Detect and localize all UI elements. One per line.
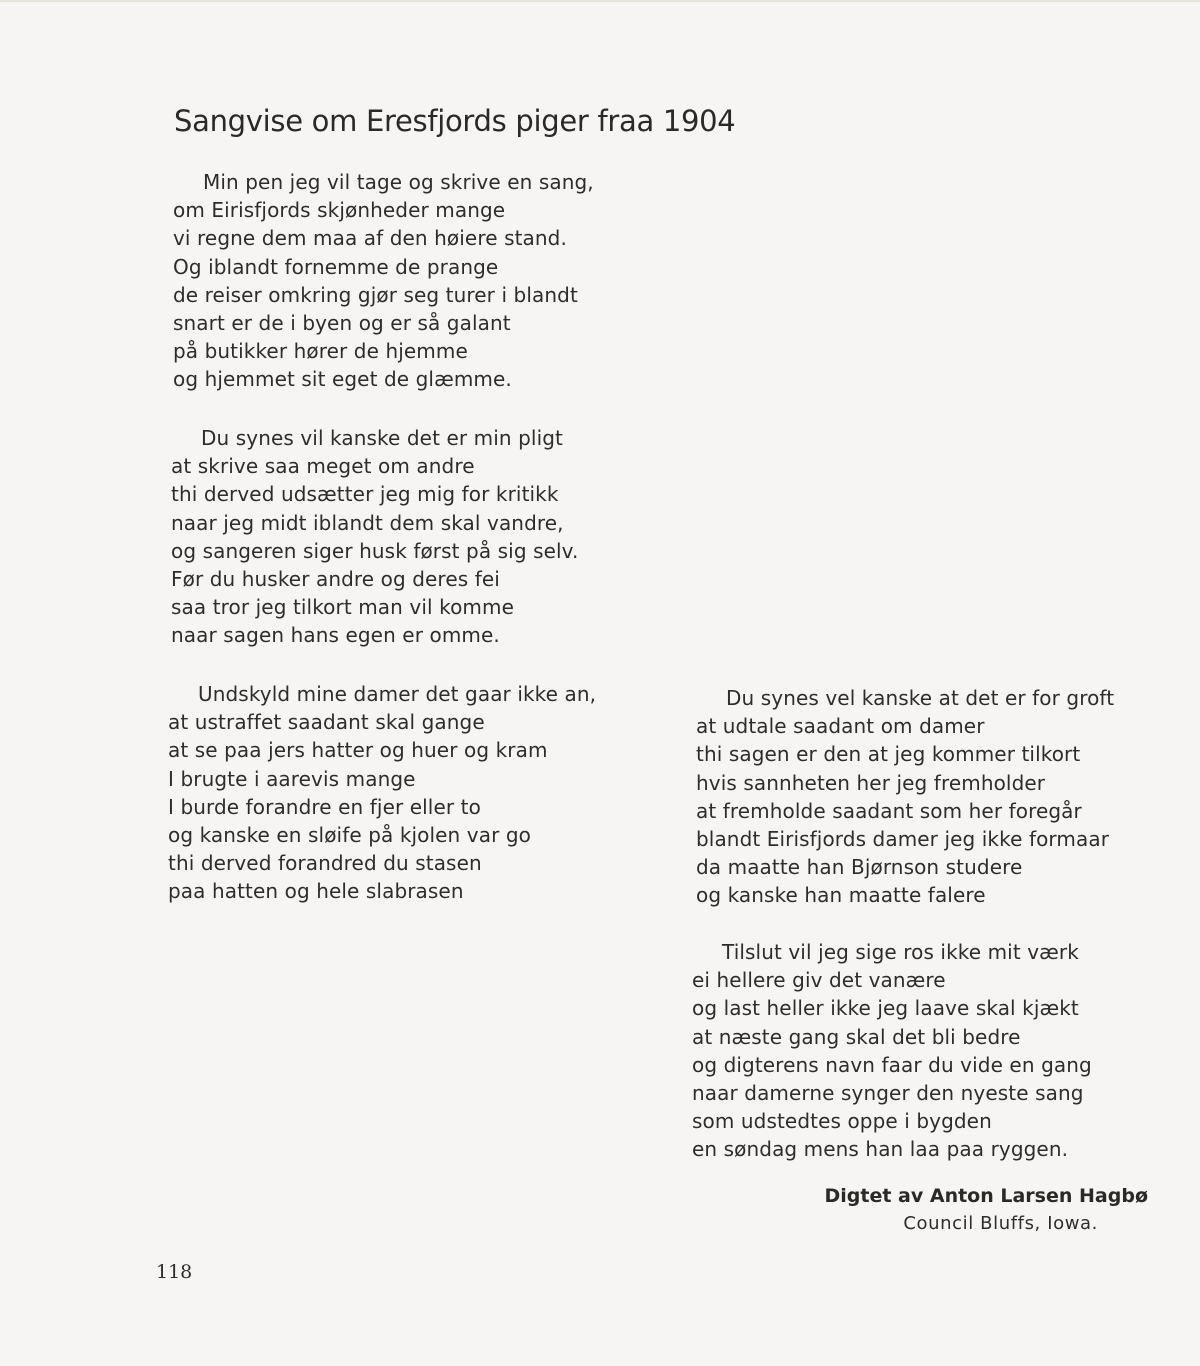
- stanza-line: I burde forandre en fjer eller to: [168, 794, 481, 819]
- stanza-line: naar jeg midt iblandt dem skal vandre,: [171, 510, 564, 535]
- stanza-line: på butikker hører de hjemme: [173, 339, 468, 364]
- stanza-3: [168, 680, 596, 906]
- stanza-1: [173, 168, 594, 394]
- stanza-line: at næste gang skal det bli bedre: [692, 1024, 1021, 1049]
- stanza-line: at skrive saa meget om andre: [171, 454, 475, 479]
- signature-place: Council Bluffs, Iowa.: [903, 1213, 1098, 1234]
- stanza-2: [171, 424, 579, 650]
- stanza-line: Tilslut vil jeg sige ros ikke mit værk: [722, 940, 1079, 964]
- signature: [825, 1185, 1149, 1234]
- stanza-line: Før du husker andre og deres fei: [171, 567, 500, 592]
- stanza-line: thi derved udsætter jeg mig for kritikk: [171, 482, 559, 507]
- signature-author: Digtet av Anton Larsen Hagbø: [824, 1185, 1148, 1207]
- stanza-line: en søndag mens han laa paa ryggen.: [692, 1137, 1069, 1162]
- stanza-line: og digterens navn faar du vide en gang: [692, 1052, 1092, 1077]
- stanza-line: de reiser omkring gjør seg turer i blandt: [173, 282, 578, 307]
- stanza-5: [692, 938, 1092, 1164]
- stanza-line: om Eirisfjords skjønheder mange: [173, 198, 506, 223]
- stanza-line: vi regne dem maa af den høiere stand.: [173, 226, 567, 251]
- stanza-line: naar damerne synger den nyeste sang: [692, 1081, 1084, 1106]
- stanza-line: at ustraffet saadant skal gange: [168, 710, 485, 735]
- stanza-line: da maatte han Bjørnson studere: [696, 855, 1023, 880]
- stanza-line: og last heller ikke jeg laave skal kjækt: [692, 996, 1079, 1021]
- stanza-line: som udstedtes oppe i bygden: [692, 1109, 992, 1134]
- stanza-line: og kanske en sløife på kjolen var go: [168, 823, 531, 848]
- stanza-line: at fremholde saadant som her foregår: [696, 798, 1082, 823]
- stanza-line: Du synes vil kanske det er min pligt: [201, 426, 563, 450]
- stanza-line: thi derved forandred du stasen: [168, 851, 482, 876]
- stanza-4: [696, 684, 1114, 910]
- stanza-line: snart er de i byen og er så galant: [173, 311, 511, 336]
- stanza-line: blandt Eirisfjords damer jeg ikke formaar: [696, 827, 1110, 852]
- stanza-line: at udtale saadant om damer: [696, 714, 985, 739]
- stanza-line: ei hellere giv det vanære: [692, 968, 946, 993]
- stanza-line: og sangeren siger husk først på sig selv.: [171, 538, 579, 563]
- stanza-line: Og iblandt fornemme de prange: [173, 254, 499, 279]
- poem-title: Sangvise om Eresfjords piger fraa 1904: [174, 104, 736, 138]
- stanza-line: og kanske han maatte falere: [696, 883, 986, 908]
- stanza-line: og hjemmet sit eget de glæmme.: [173, 367, 512, 392]
- stanza-line: naar sagen hans egen er omme.: [171, 623, 500, 648]
- stanza-line: hvis sannheten her jeg fremholder: [696, 770, 1046, 795]
- stanza-line: Du synes vel kanske at det er for groft: [726, 686, 1115, 710]
- stanza-line: thi sagen er den at jeg kommer tilkort: [696, 742, 1081, 767]
- stanza-line: paa hatten og hele slabrasen: [168, 879, 464, 904]
- stanza-line: Min pen jeg vil tage og skrive en sang,: [203, 170, 594, 194]
- stanza-line: I brugte i aarevis mange: [168, 766, 416, 791]
- stanza-line: Undskyld mine damer det gaar ikke an,: [198, 682, 597, 706]
- stanza-line: saa tror jeg tilkort man vil komme: [171, 595, 514, 620]
- page-number: 118: [156, 1261, 193, 1283]
- stanza-line: at se paa jers hatter og huer og kram: [168, 738, 548, 763]
